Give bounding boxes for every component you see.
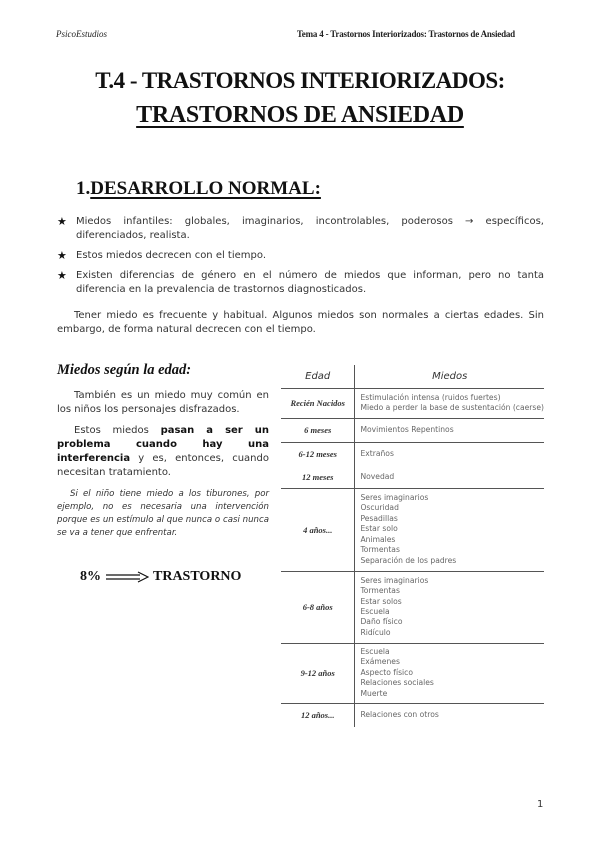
fears-cell <box>355 466 544 488</box>
table-row <box>281 466 544 488</box>
section1-number: 1. <box>76 178 91 199</box>
fears-cell <box>355 571 544 643</box>
section1-bullet-list <box>57 215 544 303</box>
table-row <box>281 442 544 466</box>
table-row <box>281 571 544 643</box>
example-note: Si el niño tiene miedo a los tiburones, por ejemplo, no es necesaria una intervención porque es un estímulo al que nunca o casi nunca se va a tener que enfrentar. <box>57 489 269 538</box>
age-cell: 6 meses <box>281 418 355 442</box>
fear-item: Seres imaginarios <box>360 575 429 585</box>
fear-item: Seres imaginarios <box>360 493 429 503</box>
fear-item: Relaciones con otros <box>360 710 439 720</box>
fear-item: Oscuridad <box>360 503 399 513</box>
main-title-line2 <box>0 102 600 129</box>
header-chapter-title: Tema 4 - Trastornos Interiorizados: Trastornos de Ansiedad <box>296 29 515 39</box>
page-number: 1 <box>537 799 544 810</box>
fears-cell <box>355 703 544 727</box>
table-row <box>281 418 544 442</box>
fear-item: Relaciones sociales <box>360 678 434 688</box>
fears-cell <box>355 388 544 418</box>
age-cell: 9-12 años <box>281 643 355 703</box>
fear-item: Tormentas <box>360 545 400 555</box>
fear-item: Extraños <box>360 449 394 459</box>
column-header-fears: Miedos <box>355 365 544 388</box>
statistic-value: 8% <box>80 569 101 584</box>
bullet-text: Estos miedos decrecen con el tiempo. <box>76 250 266 261</box>
fear-item: Escuela <box>360 646 390 656</box>
bullet-text: Miedos infantiles: globales, imaginarios, incontrolables, poderosos → específicos, diferenciados, realista. <box>76 216 544 241</box>
fear-item: Daño físico <box>360 617 403 627</box>
costumes-paragraph: También es un miedo muy común en los niños los personajes disfrazados. <box>57 390 269 415</box>
age-cell: Recién Nacidos <box>281 388 355 418</box>
fear-item: Estar solo <box>360 524 398 534</box>
bullet-item <box>57 269 544 297</box>
main-title-line2-text: TRASTORNOS DE ANSIEDAD <box>136 102 464 128</box>
age-cell: 6-8 años <box>281 571 355 643</box>
fear-item: Aspecto físico <box>360 667 413 677</box>
star-bullet-icon: ★ <box>57 249 67 262</box>
section1-heading <box>76 178 321 200</box>
table-row <box>281 703 544 727</box>
fear-item: Exámenes <box>360 657 400 667</box>
fear-item: Estar solos <box>360 596 402 606</box>
age-cell: 12 años... <box>281 703 355 727</box>
fears-cell <box>355 442 544 466</box>
column-header-age: Edad <box>281 365 355 388</box>
bullet-item <box>57 215 544 243</box>
table-row <box>281 388 544 418</box>
bullet-item <box>57 249 544 263</box>
table-header-row <box>281 365 544 388</box>
interference-bold-text: pasan a ser un problema cuando hay una interferencia <box>57 425 269 464</box>
star-bullet-icon: ★ <box>57 269 67 282</box>
double-arrow-icon <box>105 571 149 583</box>
star-bullet-icon: ★ <box>57 215 67 228</box>
fear-item: Separación de los padres <box>360 555 457 565</box>
fear-item: Pesadillas <box>360 513 398 523</box>
table-row <box>281 643 544 703</box>
fears-by-age-table <box>281 365 544 727</box>
fear-item: Miedo a perder la base de sustentación (caerse) <box>360 403 544 412</box>
age-cell: 12 meses <box>281 466 355 488</box>
fears-cell <box>355 418 544 442</box>
fear-item: Ridículo <box>360 627 391 637</box>
fear-item: Animales <box>360 534 396 544</box>
interference-paragraph <box>57 424 269 480</box>
age-cell: 4 años... <box>281 488 355 571</box>
fear-item: Escuela <box>360 607 390 616</box>
section1-paragraph: Tener miedo es frecuente y habitual. Algunos miedos son normales a ciertas edades. Sin embargo, de forma natural decrecen con el tiempo. <box>57 310 544 335</box>
fear-item: Novedad <box>360 471 395 481</box>
interference-text-1: Estos miedos <box>74 425 161 436</box>
section1-heading-text: DESARROLLO NORMAL: <box>90 178 321 199</box>
table-row <box>281 488 544 571</box>
interference-text-2: y es, entonces, cuando necesitan tratamiento. <box>57 453 269 478</box>
bullet-text: Existen diferencias de género en el número de miedos que informan, pero no tanta diferencia en la prevalencia de trastornos diagnosticados. <box>76 270 544 295</box>
fear-item: Estimulación intensa (ruidos fuertes) <box>360 392 501 402</box>
fear-item: Movimientos Repentinos <box>360 424 454 434</box>
fear-item: Tormentas <box>360 586 400 596</box>
fear-item: Muerte <box>360 688 388 698</box>
statistic-label: TRASTORNO <box>153 569 242 584</box>
disorder-statistic <box>80 569 241 585</box>
age-cell: 6-12 meses <box>281 442 355 466</box>
header-site-name: PsicoEstudios <box>56 29 107 39</box>
fears-cell <box>355 643 544 703</box>
fears-cell <box>355 488 544 571</box>
section2-heading: Miedos según la edad: <box>57 362 192 378</box>
main-title-line1: T.4 - TRASTORNOS INTERIORIZADOS: <box>95 68 505 93</box>
